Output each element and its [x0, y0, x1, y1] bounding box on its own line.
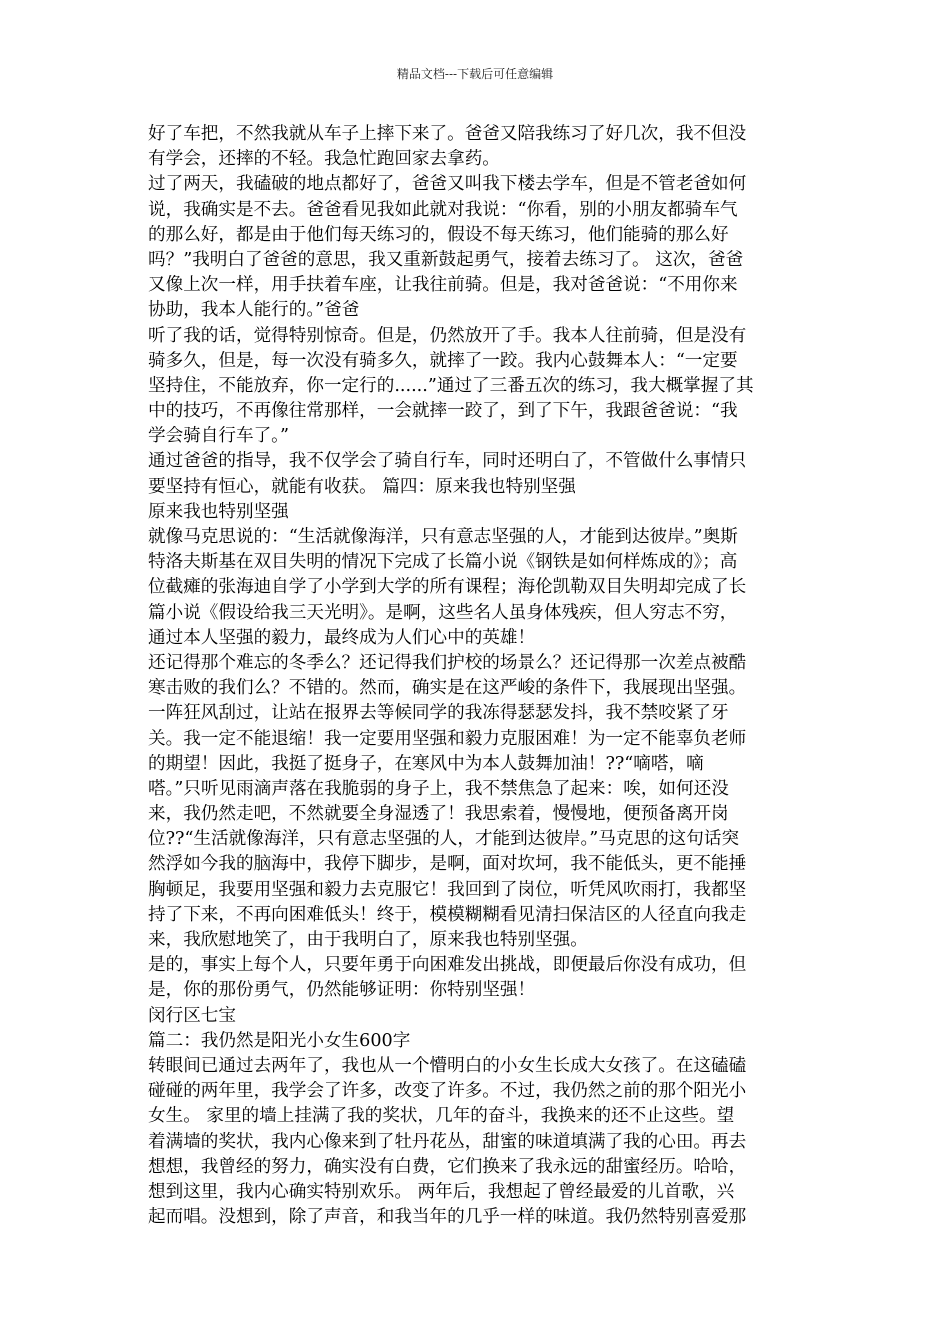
text-line: 就像马克思说的：“生活就像海洋，只有意志坚强的人，才能到达彼岸。”奥斯 — [148, 527, 738, 547]
text-line: 的期望！因此，我挺了挺身子，在寒风中为本人鼓舞加油！??“嘀嗒，嘀 — [148, 753, 704, 774]
text-line: 学会骑自行车了。” — [148, 426, 289, 447]
text-line: 原来我也特别坚强 — [148, 501, 289, 522]
text-line: 通过爸爸的指导，我不仅学会了骑自行车，同时还明白了，不管做什么事情只 — [148, 451, 747, 472]
text-line: 协助，我本人能行的。”爸爸 — [148, 300, 360, 321]
text-line: 篇二：我仍然是阳光小女生600字 — [148, 1030, 411, 1051]
text-line: 来，我仍然走吧，不然就要全身湿透了！我思索着，慢慢地，便预备离开岗 — [148, 804, 729, 825]
text-line: 听了我的话，觉得特别惊奇。但是，仍然放开了手。我本人往前骑，但是没有 — [148, 325, 747, 346]
text-line: 有学会，还摔的不轻。我急忙跑回家去拿药。 — [148, 149, 500, 170]
text-line: 吗？”我明白了爸爸的意思，我又重新鼓起勇气，接着去练习了。 这次，爸爸 — [148, 249, 744, 270]
text-line: 过了两天，我磕破的地点都好了，爸爸又叫我下楼去学车，但是不管老爸如何 — [148, 174, 747, 195]
text-line: 是的，事实上每个人，只要年勇于向困难发出挑战，即便最后你没有成功，但 — [148, 955, 747, 976]
text-line: 碰碰的两年里，我学会了许多，改变了许多。不过，我仍然之前的那个阳光小 — [148, 1081, 747, 1102]
text-line: 寒击败的我们么？不错的。然而，确实是在这严峻的条件下，我展现出坚强。 — [148, 678, 747, 699]
text-line: 中的技巧，不再像往常那样，一会就摔一跤了，到了下午，我跟爸爸说：“我 — [148, 401, 738, 422]
text-line: 又像上次一样，用手扶着车座，让我往前骑。但是，我对爸爸说：“不用你来 — [148, 275, 738, 296]
text-line: 位??“生活就像海洋，只有意志坚强的人，才能到达彼岸。”马克思的这句话突 — [148, 829, 740, 850]
document-body — [148, 122, 800, 1230]
text-line: 位截瘫的张海迪自学了小学到大学的所有课程；海伦凯勒双目失明却完成了长 — [148, 577, 747, 598]
text-line: 好了车把，不然我就从车子上摔下来了。爸爸又陪我练习了好几次，我不但没 — [148, 124, 747, 144]
text-line: 骑多久，但是，每一次没有骑多久，就摔了一跤。我内心鼓舞本人：“一定要 — [148, 350, 738, 371]
text-line: 闵行区七宝 — [148, 1005, 236, 1026]
text-line: 持了下来，不再向困难低头！终于，模模糊糊看见清扫保洁区的人径直向我走 — [148, 904, 747, 925]
text-line: 关。我一定不能退缩！我一定要用坚强和毅力克服困难！为一定不能辜负老师 — [148, 728, 747, 749]
text-line: 来，我欣慰地笑了，由于我明白了，原来我也特别坚强。 — [148, 930, 588, 950]
text-line: 想想，我曾经的努力，确实没有白费，它们换来了我永远的甜蜜经历。哈哈， — [148, 1156, 747, 1177]
text-line: 胸顿足，我要用坚强和毅力去克服它！我回到了岗位，听凭风吹雨打，我都坚 — [148, 879, 747, 900]
text-line: 嗒。”只听见雨滴声落在我脆弱的身子上，我不禁焦急了起来：唉，如何还没 — [148, 778, 729, 799]
text-line: 一阵狂风刮过，让站在报界去等候同学的我冻得瑟瑟发抖，我不禁咬紧了牙 — [148, 703, 729, 724]
page-header: 精品文档---下载后可任意编辑 — [396, 67, 554, 81]
text-line: 是，你的那份勇气，仍然能够证明：你特别坚强！ — [148, 980, 536, 1001]
text-line: 通过本人坚强的毅力，最终成为人们心中的英雄！ — [148, 627, 536, 648]
text-line: 要坚持有恒心，就能有收获。 篇四：原来我也特别坚强 — [148, 476, 576, 497]
text-line: 着满墙的奖状，我内心像来到了牡丹花丛，甜蜜的味道填满了我的心田。再去 — [148, 1131, 747, 1152]
text-line: 说，我确实是不去。爸爸看见我如此就对我说：“你看，别的小朋友都骑车气 — [148, 199, 738, 220]
text-line: 转眼间已通过去两年了，我也从一个懵明白的小女生长成大女孩了。在这磕磕 — [148, 1055, 747, 1076]
text-line: 想到这里，我内心确实特别欢乐。 两年后，我想起了曾经最爱的儿首歌，兴 — [148, 1181, 735, 1202]
text-line: 还记得那个难忘的冬季么？还记得我们护校的场景么？还记得那一次差点被酷 — [148, 652, 747, 673]
text-line: 坚持住，不能放弃，你一定行的......”通过了三番五次的练习，我大概掌握了其 — [148, 375, 754, 396]
text-line: 女生。 家里的墙上挂满了我的奖状，几年的奋斗，我换来的还不止这些。望 — [148, 1106, 735, 1127]
text-line: 起而唱。没想到，除了声音，和我当年的几乎一样的味道。我仍然特别喜爱那 — [148, 1207, 747, 1228]
text-line: 的那么好，都是由于他们每天练习的，假设不每天练习，他们能骑的那么好 — [148, 224, 729, 245]
text-line: 篇小说《假设给我三天光明》。是啊，这些名人虽身体残疾，但人穷志不穷， — [148, 602, 738, 623]
text-line: 特洛夫斯基在双目失明的情况下完成了长篇小说《钢铁是如何样炼成的》；高 — [148, 552, 738, 573]
text-line: 然浮如今我的脑海中，我停下脚步，是啊，面对坎坷，我不能低头，更不能捶 — [148, 854, 747, 875]
